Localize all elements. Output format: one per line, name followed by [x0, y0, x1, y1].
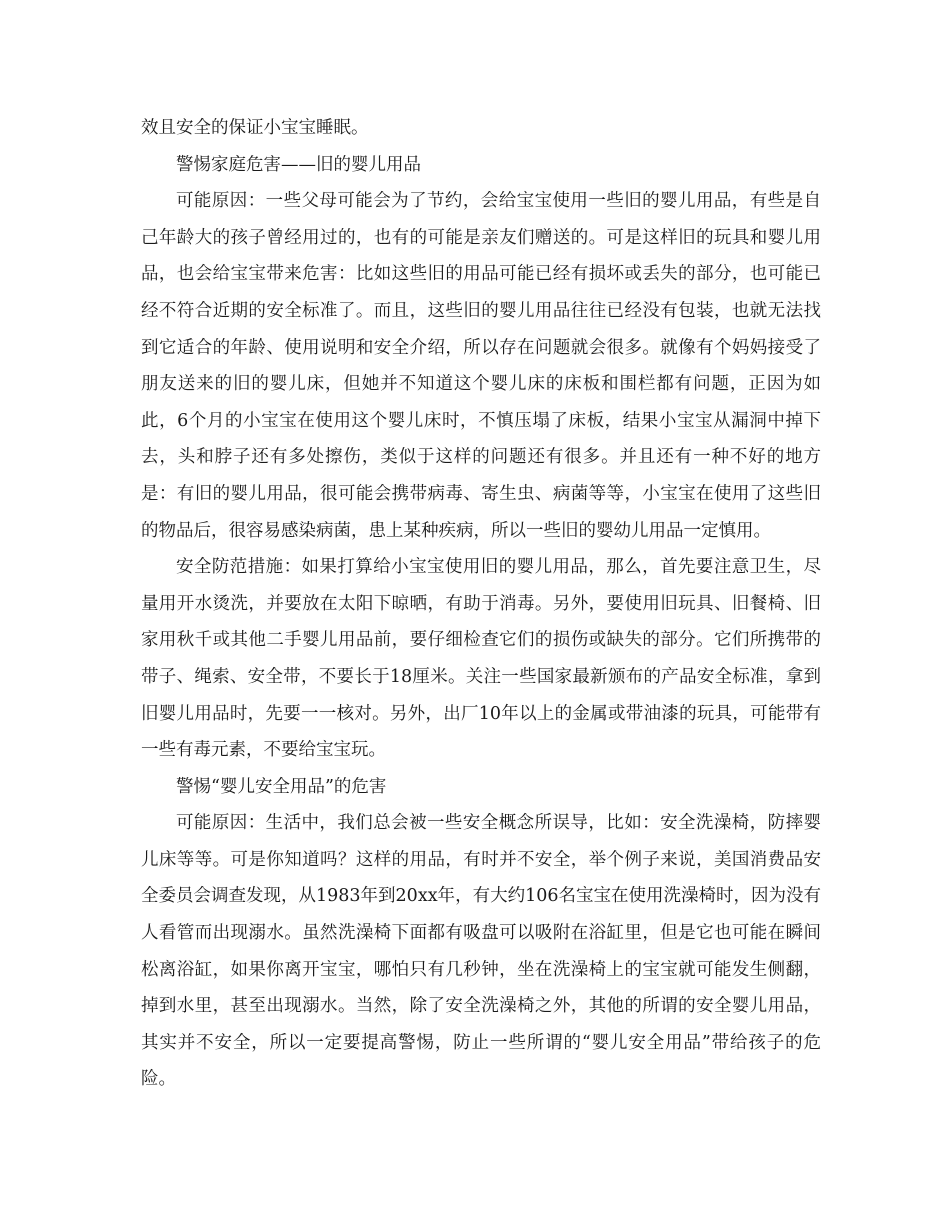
document-body [141, 110, 821, 1098]
section-heading-safety-products: 警惕“婴儿安全用品”的危害 [176, 776, 387, 797]
paragraph-safety-measures: 安全防范措施：如果打算给小宝宝使用旧的婴儿用品，那么，首先要注意卫生，尽量用开水烫洗，并要放在太阳下晾晒，有助于消毒。另外，要使用旧玩具、旧餐椅、旧家用秋千或其他二手婴儿用品前，要仔细检查它们的损伤或缺失的部分。它们所携带的带子、绳索、安全带，不要长于18厘米。关注一些国家最新颁布的产品安全标准，拿到旧婴儿用品时，先要一一核对。另外，出厂10年以上的金属或带油漆的玩具，可能带有一些有毒元素，不要给宝宝玩。 [141, 557, 821, 761]
paragraph-possible-causes-safety-products: 可能原因：生活中，我们总会被一些安全概念所误导，比如：安全洗澡椅，防摔婴儿床等等。可是你知道吗？这样的用品，有时并不安全，举个例子来说，美国消费品安全委员会调查发现，从1983年到20xx年，有大约106名宝宝在使用洗澡椅时，因为没有人看管而出现溺水。虽然洗澡椅下面都有吸盘可以吸附在浴缸里，但是它也可能在瞬间松离浴缸，如果你离开宝宝，哪怕只有几秒钟，坐在洗澡椅上的宝宝就可能发生侧翻，掉到水里，甚至出现溺水。当然，除了安全洗澡椅之外，其他的所谓的安全婴儿用品，其实并不安全，所以一定要提高警惕，防止一些所谓的“婴儿安全用品”带给孩子的危险。 [141, 813, 821, 1090]
section-heading-old-baby-products: 警惕家庭危害——旧的婴儿用品 [176, 154, 421, 175]
paragraph-continuation: 效且安全的保证小宝宝睡眠。 [141, 118, 369, 138]
paragraph-possible-causes-old-products: 可能原因：一些父母可能会为了节约，会给宝宝使用一些旧的婴儿用品，有些是自己年龄大的孩子曾经用过的，也有的可能是亲友们赠送的。可是这样旧的玩具和婴儿用品，也会给宝宝带来危害：比如这些旧的用品可能已经有损坏或丢失的部分，也可能已经不符合近期的安全标准了。而且，这些旧的婴儿用品往往已经没有包装，也就无法找到它适合的年龄、使用说明和安全介绍，所以存在问题就会很多。就像有个妈妈接受了朋友送来的旧的婴儿床，但她并不知道这个婴儿床的床板和围栏都有问题，正因为如此，6个月的小宝宝在使用这个婴儿床时，不慎压塌了床板，结果小宝宝从漏洞中掉下去，头和脖子还有多处擦伤，类似于这样的问题还有很多。并且还有一种不好的地方是：有旧的婴儿用品，很可能会携带病毒、寄生虫、病菌等等，小宝宝在使用了这些旧的物品后，很容易感染病菌，患上某种疾病，所以一些旧的婴幼儿用品一定慎用。 [141, 191, 821, 541]
